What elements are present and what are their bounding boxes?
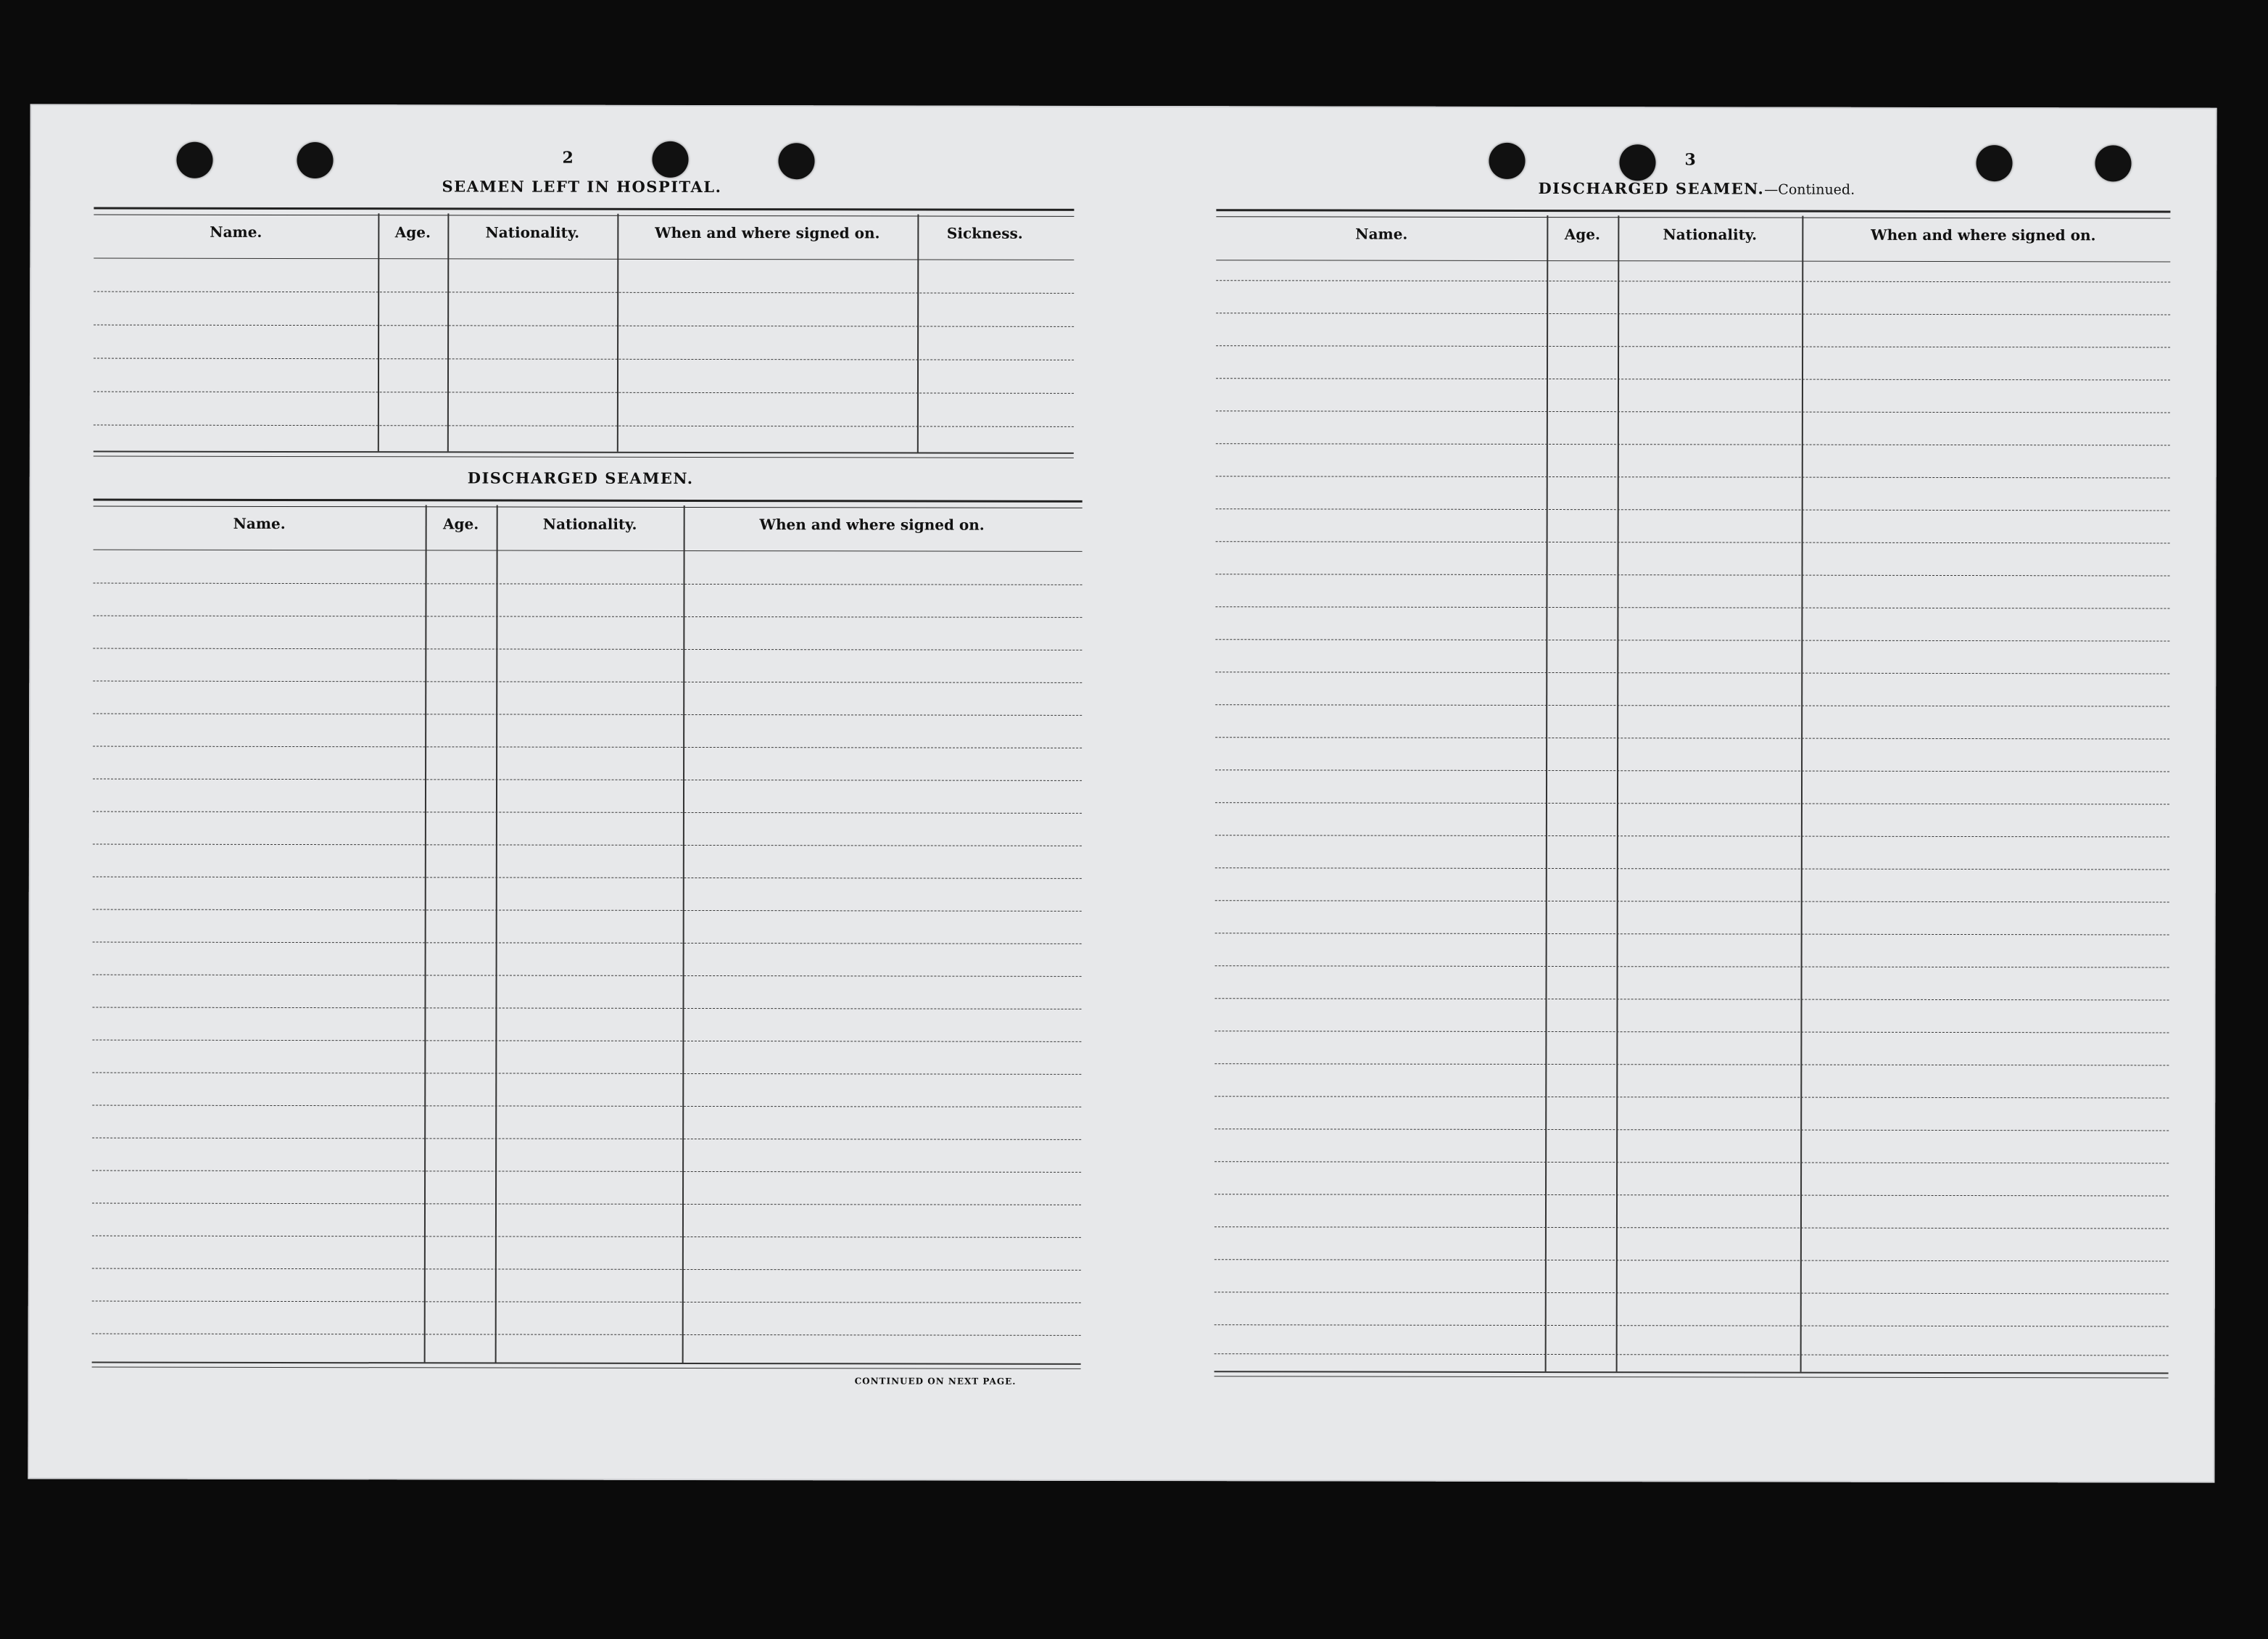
entry-line [1216,508,2170,511]
continued-suffix: —Continued. [1764,181,1855,198]
entry-line [1215,737,2169,739]
table-top-rule [1216,209,2170,218]
column-divider [424,505,427,1362]
entry-line [1216,574,2170,576]
col-header-signed-on: When and where signed on. [1871,226,2096,244]
entry-line [1216,280,2170,282]
entry-line [1216,443,2170,445]
entry-line [93,648,1082,651]
entry-line [92,1268,1081,1271]
entry-line [1214,1161,2169,1163]
header-rule [94,550,1083,552]
col-header-age: Age. [394,223,431,241]
entry-line [1215,933,2169,935]
column-divider [917,215,919,453]
entry-line [93,714,1082,716]
entry-line [92,1105,1081,1107]
discharged-section-title: DISCHARGED SEAMEN. [467,468,694,487]
entry-line [1216,476,2170,478]
entry-line [92,1040,1081,1042]
entry-line [93,975,1082,977]
column-divider [447,213,450,451]
col-header-nationality: Nationality. [485,223,580,241]
punch-hole [652,141,688,178]
entry-line [1215,704,2169,706]
discharged-table-left [92,499,1083,1374]
entry-line [93,942,1082,944]
entry-line [93,779,1082,781]
entry-line [1216,378,2170,380]
entry-line [1215,802,2169,804]
entry-line [93,844,1082,846]
entry-line [1214,1259,2169,1261]
entry-line [1216,541,2170,543]
discharged-table-right [1214,209,2171,1378]
entry-line [94,292,1074,294]
entry-line [1215,998,2169,1000]
table-top-rule [94,207,1074,217]
entry-line [93,746,1082,748]
punch-hole [2095,145,2131,181]
entry-line [1214,1292,2169,1294]
entry-line [1215,900,2169,902]
entry-line [1215,639,2169,641]
punch-hole [297,142,333,178]
entry-line [1214,1324,2169,1326]
column-divider [682,505,685,1363]
punch-hole [176,142,212,178]
col-header-age: Age. [443,515,479,533]
column-divider [495,505,498,1362]
continued-note: CONTINUED ON NEXT PAGE. [854,1376,1017,1387]
entry-line [1214,1194,2169,1196]
entry-line [1214,1128,2169,1131]
right-page [1121,106,2217,1483]
entry-line [93,616,1082,618]
header-rule [1216,260,2170,262]
entry-line [1215,867,2169,870]
entry-line [1214,1353,2169,1355]
table-bottom-rule [94,451,1074,458]
entry-line [92,1203,1081,1205]
section-title-text: DISCHARGED SEAMEN. [1538,178,1765,198]
col-header-sickness: Sickness. [946,224,1023,242]
entry-line [1214,1031,2169,1033]
entry-line [1215,769,2169,772]
column-divider [1800,216,1804,1372]
table-top-rule [94,499,1083,508]
entry-line [92,1138,1081,1140]
col-header-nationality: Nationality. [1663,226,1758,244]
page-number: 3 [1684,150,1697,170]
column-divider [378,213,380,451]
entry-line [1215,965,2169,967]
entry-line [1216,345,2170,347]
col-header-nationality: Nationality. [542,515,637,533]
table-bottom-rule [1214,1371,2169,1378]
entry-line [94,425,1074,427]
column-divider [1616,215,1620,1371]
entry-line [92,1073,1081,1075]
col-header-signed-on: When and where signed on. [759,516,985,534]
punch-hole [1489,143,1525,179]
column-divider [1545,215,1549,1371]
entry-line [1214,1096,2169,1098]
page-number: 2 [562,148,574,168]
col-header-name: Name. [233,514,286,532]
entry-line [1214,1063,2169,1065]
punch-hole [1976,145,2012,181]
table-bottom-rule [92,1362,1081,1369]
column-divider [617,214,619,452]
header-rule [94,258,1074,260]
entry-line [1216,410,2170,413]
col-header-name: Name. [1355,225,1408,243]
entry-line [94,325,1074,327]
col-header-age: Age. [1564,226,1600,244]
punch-hole [1619,144,1655,181]
entry-line [92,1301,1081,1303]
entry-line [92,1334,1081,1336]
entry-line [94,392,1074,394]
entry-line [1215,606,2169,608]
left-page [28,104,1123,1481]
entry-line [93,681,1082,683]
entry-line [1214,1226,2169,1229]
entry-line [93,812,1082,814]
col-header-name: Name. [210,223,262,241]
entry-line [94,358,1074,360]
document-sheet [28,104,2217,1482]
entry-line [92,1007,1081,1010]
col-header-signed-on: When and where signed on. [655,223,880,242]
entry-line [1215,672,2169,674]
entry-line [92,1236,1081,1238]
hospital-table [94,207,1075,461]
entry-line [94,583,1083,585]
entry-line [93,909,1082,912]
entry-line [1215,835,2169,837]
hospital-section-title: SEAMEN LEFT IN HOSPITAL. [442,177,722,197]
entry-line [93,877,1082,879]
entry-line [92,1171,1081,1173]
entry-line [1216,313,2170,315]
punch-hole [778,143,814,179]
discharged-continued-title [1538,179,1855,198]
